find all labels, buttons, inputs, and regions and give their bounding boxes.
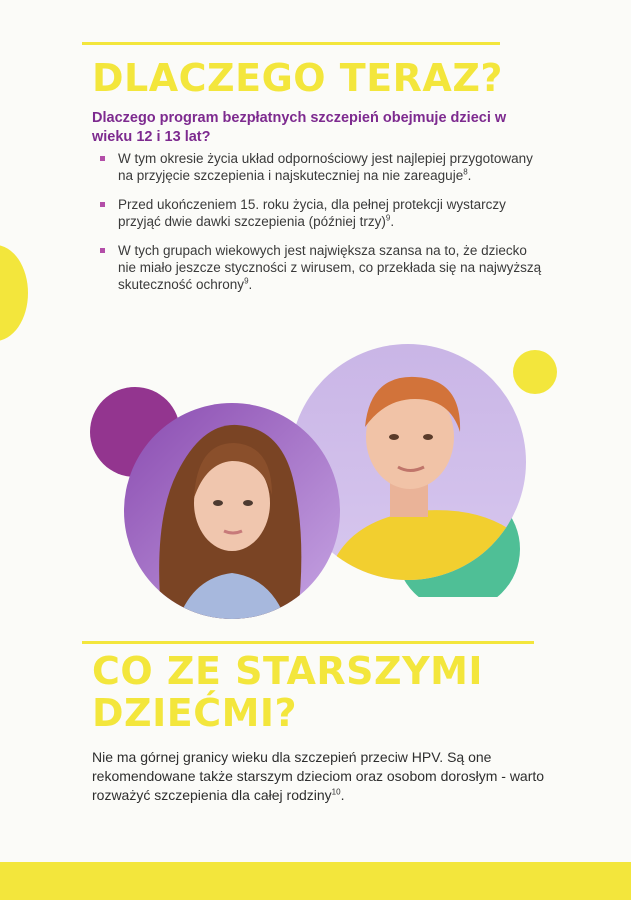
reasons-list [100,150,545,305]
section-question: Dlaczego program bezpłatnych szczepień obejmuje dzieci w wieku 12 i 13 lat? [92,110,507,145]
section-title-older-children: CO ZE STARSZYMI DZIEĆMI? [92,649,484,735]
footnote-ref: 9 [385,213,391,223]
decorative-yellow-circle-left [0,245,28,341]
footnote-ref: 8 [463,167,468,177]
bullet-square-icon [100,202,105,207]
older-children-paragraph: Nie ma górnej granicy wieku dla szczepień przeciw HPV. Są one rekomendowane także starszym dzieciom oraz osobom dorosłym - warto rozważyć szczepienia dla całej rodziny$^{10}$. [92,749,545,803]
bullet-square-icon [100,156,105,161]
list-item: W tym okresie życia układ odpornościowy jest najlepiej przygotowany na przyjęcie szczepienia i najskuteczniej na nie zareaguje$^8$. [100,150,545,184]
list-item: W tych grupach wiekowych jest największa szansa na to, że dziecko nie miało jeszcze styczności z wirusem, co przekłada się na najwyższą skuteczność ochrony$^9$. [100,242,545,293]
paragraph-text: Nie ma górnej granicy wieku dla szczepień przeciw HPV. Są one rekomendowane także starszym dzieciom oraz osobom dorosłym - warto rozważyć szczepienia dla całej rodziny [92,749,545,803]
bullet-text: W tym okresie życia układ odpornościowy jest najlepiej przygotowany na przyjęcie szczepienia i najskuteczniej na nie zareaguje [118,151,533,183]
bullet-text: W tych grupach wiekowych jest największa szansa na to, że dziecko nie miało jeszcze styczności z wirusem, co przekłada się na najwyższą skuteczność ochrony [118,243,542,292]
top-divider [82,42,500,45]
list-item: Przed ukończeniem 15. roku życia, dla pełnej protekcji wystarczy przyjąć dwie dawki szczepienia (później trzy)$^9$. [100,196,545,230]
bullet-square-icon [100,248,105,253]
section-title-why-now: DLACZEGO TERAZ? [92,56,503,100]
middle-divider [82,641,534,644]
footnote-ref: 10 [331,787,341,797]
footnote-ref: 9 [244,276,249,286]
girl-portrait-image [122,403,342,623]
bottom-yellow-band [0,862,631,900]
bullet-text: Przed ukończeniem 15. roku życia, dla pełnej protekcji wystarczy przyjąć dwie dawki szczepienia (później trzy) [118,197,506,229]
